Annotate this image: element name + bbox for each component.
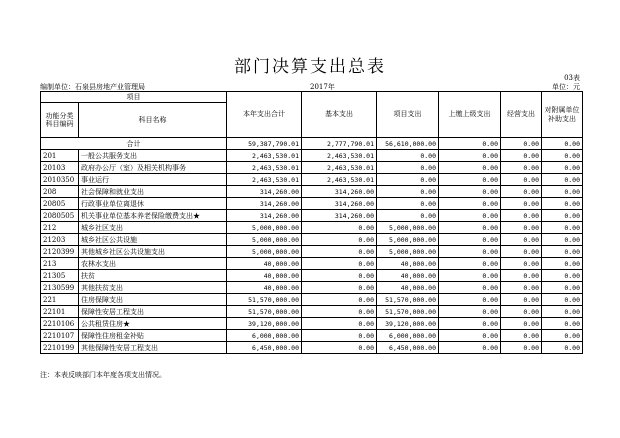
table-row: [41, 282, 583, 294]
cell-upper: 0.00: [439, 306, 501, 318]
cell-upper: 0.00: [439, 282, 501, 294]
cell-code: 21305: [41, 270, 79, 282]
cell-project: 5,000,000.00: [377, 246, 439, 258]
cell-subsidy: 0.00: [542, 258, 583, 270]
cell-name: 社会保障和就业支出: [79, 186, 227, 198]
cell-code: 2130599: [41, 282, 79, 294]
cell-name: 其他保障性安居工程支出: [79, 342, 227, 354]
cell-business: 0.00: [501, 222, 542, 234]
table-row: [41, 306, 583, 318]
cell-code: 22101: [41, 306, 79, 318]
cell-business: 0.00: [501, 258, 542, 270]
cell-upper: 0.00: [439, 318, 501, 330]
cell-project: 5,000,000.00: [377, 222, 439, 234]
cell-total: 314,260.00: [227, 198, 302, 210]
cell-basic: 0.00: [302, 330, 377, 342]
table-row: [41, 150, 583, 162]
cell-basic: 2,463,530.01: [302, 150, 377, 162]
cell-basic: 0.00: [302, 222, 377, 234]
cell-name: 其他扶贫支出: [79, 282, 227, 294]
summary-basic: 2,777,790.01: [302, 138, 377, 150]
cell-total: 40,000.00: [227, 258, 302, 270]
header-upper: 上缴上级支出: [439, 92, 501, 138]
cell-business: 0.00: [501, 150, 542, 162]
cell-total: 51,570,000.00: [227, 294, 302, 306]
cell-basic: 0.00: [302, 258, 377, 270]
cell-upper: 0.00: [439, 210, 501, 222]
cell-upper: 0.00: [439, 234, 501, 246]
cell-total: 2,463,530.01: [227, 150, 302, 162]
cell-basic: 0.00: [302, 270, 377, 282]
cell-project: 0.00: [377, 150, 439, 162]
expenditure-table: [40, 91, 583, 354]
cell-upper: 0.00: [439, 186, 501, 198]
cell-name: 行政事业单位离退休: [79, 198, 227, 210]
report-year: 2017年: [310, 83, 335, 91]
summary-subsidy: 0.00: [542, 138, 583, 150]
cell-total: 5,000,000.00: [227, 222, 302, 234]
cell-upper: 0.00: [439, 174, 501, 186]
cell-name: 事业运行: [79, 174, 227, 186]
cell-business: 0.00: [501, 330, 542, 342]
table-row: [41, 294, 583, 306]
cell-name: 保障性住房租金补贴: [79, 330, 227, 342]
cell-subsidy: 0.00: [542, 306, 583, 318]
cell-name: 一般公共服务支出: [79, 150, 227, 162]
cell-business: 0.00: [501, 162, 542, 174]
cell-basic: 314,260.00: [302, 186, 377, 198]
summary-upper: 0.00: [439, 138, 501, 150]
cell-basic: 0.00: [302, 246, 377, 258]
header-basic: 基本支出: [302, 92, 377, 138]
cell-project: 6,000,000.00: [377, 330, 439, 342]
cell-basic: 0.00: [302, 342, 377, 354]
cell-subsidy: 0.00: [542, 186, 583, 198]
cell-code: 2080505: [41, 210, 79, 222]
cell-business: 0.00: [501, 270, 542, 282]
cell-total: 314,260.00: [227, 186, 302, 198]
cell-upper: 0.00: [439, 342, 501, 354]
cell-business: 0.00: [501, 246, 542, 258]
cell-name: 公共租赁住房★: [79, 318, 227, 330]
cell-subsidy: 0.00: [542, 246, 583, 258]
cell-subsidy: 0.00: [542, 150, 583, 162]
cell-upper: 0.00: [439, 246, 501, 258]
cell-code: 2210199: [41, 342, 79, 354]
header-subsidy: 对附属单位补助支出: [542, 92, 583, 138]
cell-total: 40,000.00: [227, 282, 302, 294]
table-row: [41, 270, 583, 282]
cell-basic: 0.00: [302, 234, 377, 246]
header-project-group: 项目: [41, 92, 227, 103]
footnote: 注：本表反映部门本年度各项支出情况。: [40, 371, 166, 379]
cell-project: 0.00: [377, 186, 439, 198]
cell-total: 6,450,000.00: [227, 342, 302, 354]
cell-subsidy: 0.00: [542, 270, 583, 282]
cell-total: 2,463,530.01: [227, 162, 302, 174]
sheet-number: 03表: [564, 74, 580, 82]
cell-total: 5,000,000.00: [227, 234, 302, 246]
summary-total: 59,387,790.01: [227, 138, 302, 150]
cell-name: 住房保障支出: [79, 294, 227, 306]
cell-name: 保障性安居工程支出: [79, 306, 227, 318]
cell-project: 40,000.00: [377, 258, 439, 270]
cell-project: 5,000,000.00: [377, 234, 439, 246]
table-row: [41, 174, 583, 186]
cell-project: 6,450,000.00: [377, 342, 439, 354]
cell-subsidy: 0.00: [542, 330, 583, 342]
cell-total: 40,000.00: [227, 270, 302, 282]
summary-row: [41, 138, 583, 150]
cell-project: 40,000.00: [377, 282, 439, 294]
cell-code: 20103: [41, 162, 79, 174]
header-total: 本年支出合计: [227, 92, 302, 138]
cell-project: 51,570,000.00: [377, 294, 439, 306]
cell-name: 城乡社区公共设施: [79, 234, 227, 246]
cell-subsidy: 0.00: [542, 198, 583, 210]
cell-basic: 2,463,530.01: [302, 174, 377, 186]
cell-business: 0.00: [501, 294, 542, 306]
header-business: 经营支出: [501, 92, 542, 138]
summary-business: 0.00: [501, 138, 542, 150]
cell-upper: 0.00: [439, 198, 501, 210]
cell-code: 2010350: [41, 174, 79, 186]
table-row: [41, 186, 583, 198]
cell-basic: 0.00: [302, 282, 377, 294]
cell-code: 201: [41, 150, 79, 162]
cell-business: 0.00: [501, 186, 542, 198]
cell-basic: 0.00: [302, 318, 377, 330]
cell-name: 政府办公厅（室）及相关机构事务: [79, 162, 227, 174]
cell-basic: 0.00: [302, 306, 377, 318]
cell-business: 0.00: [501, 198, 542, 210]
table-row: [41, 342, 583, 354]
cell-project: 40,000.00: [377, 270, 439, 282]
cell-code: 2120399: [41, 246, 79, 258]
table-row: [41, 246, 583, 258]
cell-upper: 0.00: [439, 270, 501, 282]
cell-project: 39,120,000.00: [377, 318, 439, 330]
cell-total: 6,000,000.00: [227, 330, 302, 342]
cell-total: 39,120,000.00: [227, 318, 302, 330]
cell-name: 城乡社区支出: [79, 222, 227, 234]
cell-project: 0.00: [377, 162, 439, 174]
cell-business: 0.00: [501, 306, 542, 318]
cell-upper: 0.00: [439, 150, 501, 162]
cell-subsidy: 0.00: [542, 294, 583, 306]
cell-subsidy: 0.00: [542, 162, 583, 174]
cell-project: 0.00: [377, 174, 439, 186]
cell-code: 2210107: [41, 330, 79, 342]
cell-total: 5,000,000.00: [227, 246, 302, 258]
page-title: 部门决算支出总表: [234, 57, 386, 77]
cell-project: 0.00: [377, 198, 439, 210]
cell-upper: 0.00: [439, 330, 501, 342]
table-row: [41, 234, 583, 246]
cell-business: 0.00: [501, 342, 542, 354]
cell-upper: 0.00: [439, 294, 501, 306]
cell-project: 0.00: [377, 210, 439, 222]
cell-upper: 0.00: [439, 258, 501, 270]
cell-code: 2210106: [41, 318, 79, 330]
cell-basic: 314,260.00: [302, 198, 377, 210]
cell-subsidy: 0.00: [542, 210, 583, 222]
cell-code: 20805: [41, 198, 79, 210]
cell-total: 51,570,000.00: [227, 306, 302, 318]
cell-business: 0.00: [501, 174, 542, 186]
cell-total: 2,463,530.01: [227, 174, 302, 186]
cell-code: 208: [41, 186, 79, 198]
cell-business: 0.00: [501, 234, 542, 246]
table-row: [41, 258, 583, 270]
table-row: [41, 162, 583, 174]
cell-code: 21203: [41, 234, 79, 246]
cell-project: 51,570,000.00: [377, 306, 439, 318]
cell-subsidy: 0.00: [542, 318, 583, 330]
cell-business: 0.00: [501, 318, 542, 330]
cell-code: 212: [41, 222, 79, 234]
header-name: 科目名称: [79, 103, 227, 138]
summary-project: 56,610,000.00: [377, 138, 439, 150]
cell-name: 其他城乡社区公共设施支出: [79, 246, 227, 258]
header-code: 功能分类科目编码: [41, 103, 79, 138]
cell-code: 221: [41, 294, 79, 306]
table-row: [41, 318, 583, 330]
money-unit: 单位：元: [552, 83, 580, 91]
cell-business: 0.00: [501, 282, 542, 294]
cell-business: 0.00: [501, 210, 542, 222]
cell-upper: 0.00: [439, 222, 501, 234]
cell-subsidy: 0.00: [542, 174, 583, 186]
cell-subsidy: 0.00: [542, 222, 583, 234]
cell-subsidy: 0.00: [542, 342, 583, 354]
cell-subsidy: 0.00: [542, 234, 583, 246]
table-row: [41, 330, 583, 342]
table-row: [41, 198, 583, 210]
table-row: [41, 222, 583, 234]
header-row-group: [41, 92, 583, 103]
table-row: [41, 210, 583, 222]
cell-basic: 314,260.00: [302, 210, 377, 222]
summary-label: 合计: [41, 138, 227, 150]
cell-total: 314,260.00: [227, 210, 302, 222]
reporting-unit: 编制单位：石泉县房地产业管理局: [40, 83, 145, 91]
cell-name: 农林水支出: [79, 258, 227, 270]
cell-code: 213: [41, 258, 79, 270]
cell-upper: 0.00: [439, 162, 501, 174]
cell-name: 扶贫: [79, 270, 227, 282]
cell-name: 机关事业单位基本养老保险缴费支出★: [79, 210, 227, 222]
header-project: 项目支出: [377, 92, 439, 138]
cell-subsidy: 0.00: [542, 282, 583, 294]
cell-basic: 0.00: [302, 294, 377, 306]
cell-basic: 2,463,530.01: [302, 162, 377, 174]
